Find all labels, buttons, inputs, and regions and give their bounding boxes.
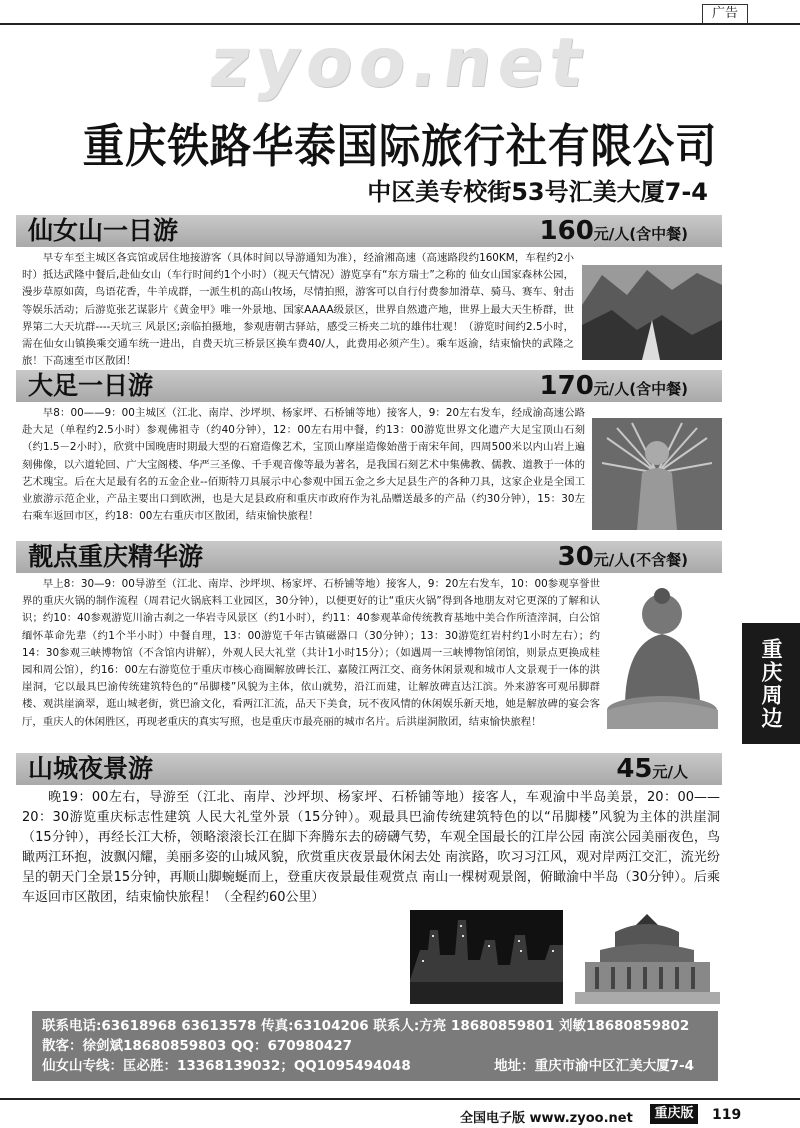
price-amount: 45 [616, 754, 653, 784]
footer-city-badge: 重庆版 [650, 1104, 698, 1124]
tour-description: 晚19：00左右，导游至（江北、南岸、沙坪坝、杨家坪、石桥铺等地）接客人，车观渝中半岛美景，20：00——20：30游览重庆标志性建筑 人民大礼堂外景（15分钟）。观最具巴渝传统建筑特色的以“吊脚楼”风貌为主体的洪崖洞（15分钟），再经长江大桥，领略滚滚长江在脚下奔腾东去的磅礴气势，车观全国最长的江岸公园 南滨公园美丽夜色，鸟瞰两江环抱，波飘闪耀，美丽多姿的山城风貌，欣赏重庆夜景最休闲去处 南滨路，吹习习江风，观对岸两江交汇，流光纷呈的朝天门全景15分钟，再顺山脚蜿蜒而上，登重庆夜景最佳观赏点 南山一棵树观景阁，俯瞰渝中半岛（30分钟）。后乘车返回市区散团，结束愉快旅程！（全程约60公里） [22, 790, 720, 905]
tour-title: 靓点重庆精华游 [28, 542, 204, 571]
tour-title: 仙女山一日游 [28, 216, 179, 245]
ad-label: 广告 [702, 4, 748, 24]
tour-header-night-view [16, 753, 722, 785]
tour-description: 早8：00——9：00主城区（江北、南岸、沙坪坝、杨家坪、石桥铺等地）接客人，9：20左右发车，经成渝高速公路赴大足（单程约2.5小时）参观佛祖寺（约40分钟），12：00左右用中餐，约13：00游览世界文化遗产大足宝顶山石刻（约1.5－2小时），欣赏中国晚唐时期最大型的石窟造像艺术，宝顶山摩崖造像始凿于南宋年间，四周500米以内山岩上遍刻佛像，以六道轮回、广大宝阁楼、华严三圣像、千手观音像等最为著名，是我国石刻艺术中集佛教、儒教、道教于一体的艺术瑰宝。后在大足最有名的五金企业--佰斯特刀具展示中心参观中国五金之乡大足县生产的各种刀具，这家企业是全国工业旅游示范企业，产品主要出口到欧洲，也是大足县政府和重庆市政府作为礼品赠送最多的产品（约30分钟），15：30左右乘车返回市区，约18：00左右重庆市区散团，结束愉快旅程！ [22, 407, 585, 523]
page-number: 119 [712, 1107, 742, 1123]
tour-header-dazu [16, 370, 722, 402]
tour-price [540, 370, 688, 405]
office-address: 地址：重庆市渝中区汇美大厦7-4 [494, 1058, 694, 1074]
night-skyline-photo [410, 910, 563, 1004]
price-unit: 元/人(含中餐) [593, 225, 688, 243]
price-amount: 170 [539, 371, 594, 401]
tour-title: 山城夜景游 [28, 754, 154, 783]
tour-description: 早上8：30—9：00导游至（江北、南岸、沙坪坝、杨家坪、石桥铺等地）接客人，9：20左右发车，10：00参观享誉世界的重庆火锅的制作流程（周君记火锅底料工业园区，30分钟），以便更好的让“重庆火锅”得到各地朋友对它更深的了解和认识；约10：40参观游览川渝古刹之一华岩寺风景区（约1小时），约11：40参观革命传统教育基地中美合作所渣滓洞，白公馆缅怀革命先辈（约1个半小时）中餐自理，13：00游览千年古镇磁器口（30分钟）；13：30游览红岩村约1小时左右）；约14：30参观三峡博物馆（不含馆内讲解），外观人民大礼堂（共计1小时15分）；（如遇周一三峡博物馆闭馆，则景点更换成桂园和周公馆），约16：00左右游览位于重庆市核心商圈解放碑长江、嘉陵江两江交、商务休闲景观和城市人文景观于一体的洪崖洞，它以最具巴渝传统建筑特色的“吊脚楼”风貌为主体，依山就势，沿江而建，让解放碑直达江滨。外来游客可观吊脚群楼、观洪崖滴翠，逛山城老街，赏巴渝文化，看两江汇流，品天下美食，玩不夜风情的休闲娱乐新天地，她是解放碑的宴会客厅，重庆人的休闲胜区，再现老重庆的真实写照，也是重庆市最亮丽的城市名片。后洪崖洞散团，结束愉快旅程！ [22, 578, 600, 728]
buddha-carving-photo [592, 418, 722, 530]
company-address: 中区美专校街53号汇美大厦7-4 [367, 178, 708, 206]
route-contact: 仙女山专线：匡必胜：13368139032；QQ1095494048 [42, 1058, 411, 1074]
tour-price [540, 215, 688, 250]
price-amount: 30 [557, 542, 594, 572]
tour-header-xiannvshan [16, 215, 722, 247]
tour-title: 大足一日游 [28, 371, 154, 400]
tour-price [558, 541, 688, 576]
price-unit: 元/人(含中餐) [593, 380, 688, 398]
contact-route-row [42, 1056, 708, 1076]
price-unit: 元/人 [652, 763, 688, 781]
section-tab-label: 重庆周边 [759, 637, 783, 730]
contact-phone-row: 联系电话:63618968 63613578 传真:63104206 联系人:方亮 18680859801 刘敏18680859802 [42, 1018, 690, 1034]
company-name: 重庆铁路华泰国际旅行社有限公司 [82, 119, 718, 173]
tour-description: 早专车至主城区各宾馆或居住地接游客（具体时间以导游通知为准），经渝湘高速（高速路段约160KM，车程约2小时）抵达武隆中餐后,赴仙女山（车行时间约1个小时）（视天气情况）游览享有“东方瑞士”之称的 仙女山国家森林公园，漫步草原如茵，鸟语花香，牛羊成群，一派生机的高山牧场，尽情拍照，游客可以自行付费参加滑草、骑马、赛车、射击等娱乐活动；后游览张艺谋影片《黄金甲》唯一外景地、国家AAAA级景区，世界自然遗产地，世界上最大天生桥群，世界第二大天坑群----天坑三 风景区;亲临拍摄地，参观唐朝古驿站，感受三桥夹二坑的雄伟壮观！（游览时间约2.5小时，需在仙女山镇换乘交通车统一进出，自费天坑三桥景区换车费40/人，此费用必须产生）。乘车返渝，结束愉快的武隆之旅！下高速至市区散团！ [22, 252, 574, 368]
contact-info-box [32, 1011, 718, 1081]
tour-header-chongqing-highlights [16, 541, 722, 573]
buddha-statue-photo [605, 582, 720, 729]
karst-landscape-photo [582, 265, 722, 360]
price-unit: 元/人(不含餐) [593, 551, 688, 569]
great-hall-photo [575, 910, 720, 1004]
footer-edition-link[interactable]: 全国电子版 www.zyoo.net [460, 1111, 633, 1126]
section-tab-chongqing-surroundings [742, 623, 800, 744]
price-amount: 160 [539, 216, 594, 246]
tour-price [616, 753, 688, 788]
brand-logo-watermark: zyoo.net [204, 24, 595, 103]
footer-divider [0, 1098, 800, 1100]
contact-individual-row: 散客：徐剑斌18680859803 QQ：670980427 [42, 1038, 353, 1054]
